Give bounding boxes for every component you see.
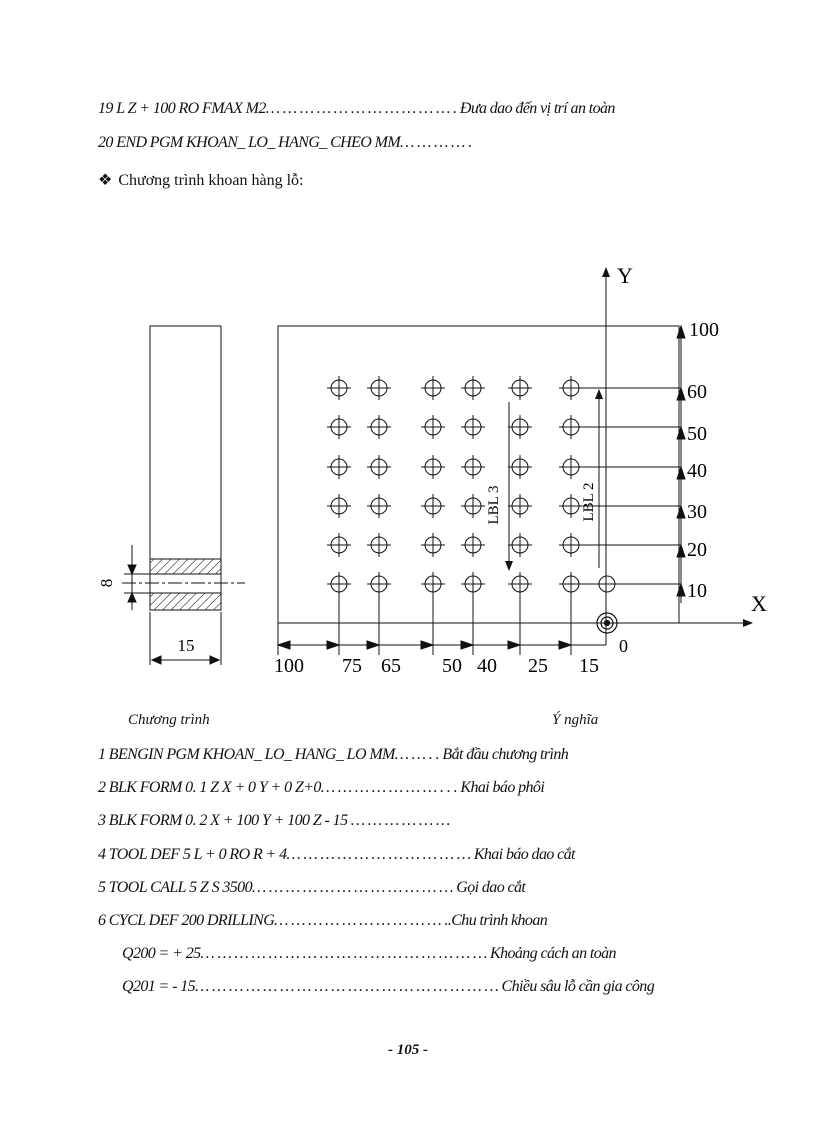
drill-hole [559, 376, 583, 400]
dimension-arrow [559, 641, 571, 649]
program-line-20: 20 END PGM KHOAN_ LO_ HANG_ CHEO MM… … … … . [98, 134, 472, 151]
drill-hole [327, 572, 351, 596]
drill-hole [367, 533, 391, 557]
drill-hole [461, 533, 485, 557]
origin-label: 0 [619, 636, 628, 656]
drill-hole [461, 415, 485, 439]
y-tick-label: 40 [687, 460, 707, 482]
y-tick-label: 100 [689, 319, 719, 341]
lbl2-label: LBL 2 [581, 482, 597, 522]
lbl-arrows [509, 390, 599, 570]
x-tick-labels [274, 655, 599, 677]
program-param-line: Q200 = + 25… … … … … … … … … … … … … … … … … Khoảng cách an toàn [122, 945, 616, 962]
drill-hole [559, 533, 583, 557]
drill-hole [559, 494, 583, 518]
drill-hole [327, 455, 351, 479]
dimension-arrow [677, 388, 685, 400]
program-line: 5 TOOL CALL 5 Z S 3500… … … … … … … … … … … … Gọi dao cắt [98, 879, 526, 896]
program-line: 4 TOOL DEF 5 L + 0 RO R + 4… … … … … … … … … … … Khai báo dao cắt [98, 846, 575, 863]
drill-hole [508, 572, 532, 596]
drill-hole [421, 533, 445, 557]
program-line: 1 BENGIN PGM KHOAN_ LO_ HANG_ LO MM… … . . Bắt đầu chương trình [98, 746, 569, 763]
dimension-arrow [677, 506, 685, 518]
drill-hole [508, 455, 532, 479]
program-param-line: Q201 = - 15… … … … … … … … … … … … … … … … … … Chiều sâu lỗ cần gia công [122, 978, 655, 995]
drill-hole [559, 415, 583, 439]
drill-hole [421, 415, 445, 439]
y-tick-label: 10 [687, 580, 707, 602]
section-heading [98, 170, 303, 190]
drilling-drawing [0, 240, 816, 680]
dimension-arrow [421, 641, 433, 649]
drill-hole [508, 533, 532, 557]
x-tick-label: 40 [477, 655, 497, 677]
drill-hole [461, 572, 485, 596]
y-tick-label: 30 [687, 501, 707, 523]
drill-hole [367, 376, 391, 400]
drill-hole [461, 455, 485, 479]
drill-hole [327, 533, 351, 557]
x-tick-label: 100 [274, 655, 304, 677]
x-tick-label: 75 [342, 655, 362, 677]
y-tick-label: 20 [687, 539, 707, 561]
dimension-arrow [327, 641, 339, 649]
dimension-arrow [278, 641, 290, 649]
dimension-arrow [677, 467, 685, 479]
drill-hole [367, 415, 391, 439]
side-view [122, 326, 245, 665]
dimension-arrow [677, 584, 685, 596]
y-axis-label: Y [617, 263, 633, 288]
x-axis-label: X [751, 591, 767, 616]
program-line: 6 CYCL DEF 200 DRILLING… … … … … … … … … … ..Chu trình khoan [98, 912, 548, 929]
drill-hole [367, 455, 391, 479]
dimension-arrow [677, 427, 685, 439]
side-hole-label: 8 [97, 578, 116, 588]
column-program-header: Chương trình [128, 712, 210, 728]
dimension-arrow [461, 641, 473, 649]
y-tick-label: 50 [687, 423, 707, 445]
drill-hole [461, 376, 485, 400]
x-tick-label: 65 [381, 655, 401, 677]
program-line: 3 BLK FORM 0. 2 X + 100 Y + 100 Z - 15 … … … … … … [98, 812, 450, 829]
diamond-bullet-icon: ❖ [98, 172, 113, 189]
x-tick-label: 25 [528, 655, 548, 677]
section-heading-text: Chương trình khoan hàng lỗ: [118, 172, 304, 189]
y-tick-label: 60 [687, 381, 707, 403]
lbl3-label: LBL 3 [486, 485, 502, 525]
dimension-arrow [677, 545, 685, 557]
program-line: 2 BLK FORM 0. 1 Z X + 0 Y + 0 Z+0… … … … … … … . . . Khai báo phôi [98, 779, 545, 796]
dimension-arrow [677, 326, 685, 338]
drill-hole [421, 376, 445, 400]
drill-hole [327, 494, 351, 518]
drill-hole [421, 494, 445, 518]
drill-hole [367, 494, 391, 518]
drill-hole [421, 455, 445, 479]
dimension-lines [278, 326, 685, 655]
drill-hole [559, 455, 583, 479]
x-tick-label: 50 [442, 655, 462, 677]
page-number: - 105 - [388, 1042, 428, 1058]
drill-hole [559, 572, 583, 596]
x-tick-label: 15 [579, 655, 599, 677]
column-meaning-header: Ý nghĩa [552, 712, 599, 728]
drill-hole [508, 376, 532, 400]
drill-hole [508, 494, 532, 518]
side-width-label: 15 [177, 636, 195, 655]
drill-hole [327, 376, 351, 400]
drill-hole [461, 494, 485, 518]
dimension-arrow [508, 641, 520, 649]
drill-hole [367, 572, 391, 596]
drill-hole [508, 415, 532, 439]
dimension-arrow [367, 641, 379, 649]
drill-hole [421, 572, 445, 596]
hole-grid [327, 376, 615, 596]
program-line-19: 19 L Z + 100 RO FMAX M2… … … … … … … … … … … . Đưa dao đến vị trí an toàn [98, 100, 615, 117]
drill-hole [327, 415, 351, 439]
y-tick-labels [687, 319, 719, 602]
